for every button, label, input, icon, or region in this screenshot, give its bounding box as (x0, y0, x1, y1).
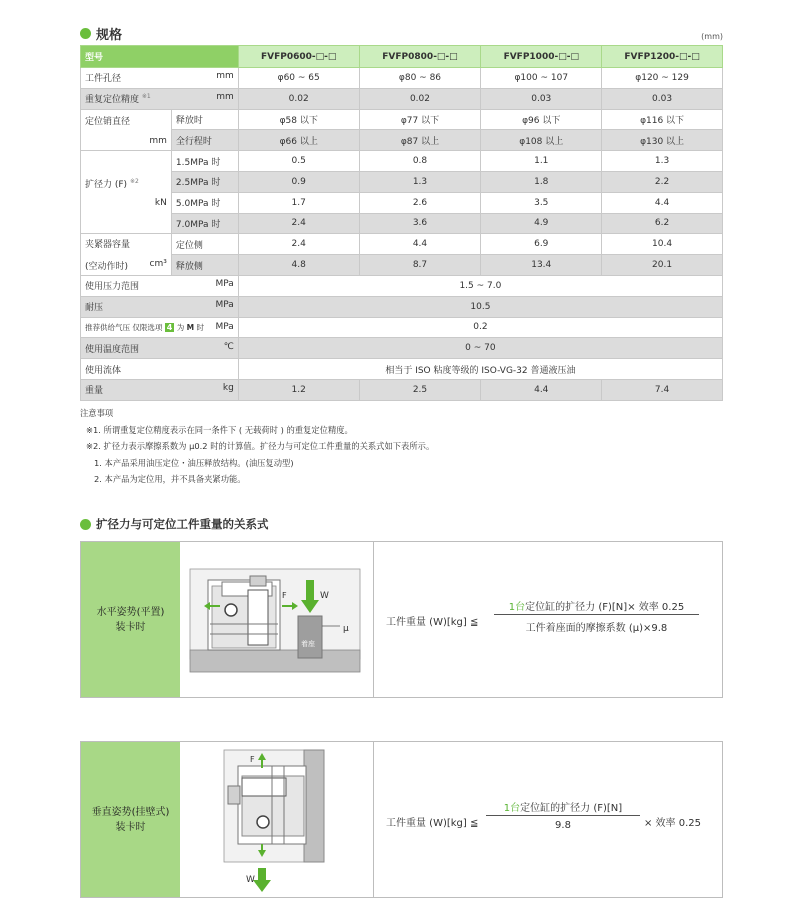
table-row: 重量 kg 1.2 2.5 4.4 7.4 (81, 379, 723, 400)
table-row: 耐压 MPa 10.5 (81, 296, 723, 317)
table-row: 2.5MPa 时 0.9 1.3 1.8 2.2 (81, 171, 723, 192)
table-row: 使用压力范围 MPa 1.5 ~ 7.0 (81, 275, 723, 296)
bullet-icon (80, 28, 91, 39)
table-row: 推荐供给气压 仅限选项 4 为 M 时 MPa 0.2 (81, 317, 723, 338)
notes (80, 405, 720, 488)
formula-lhs: 工件重量 (W)[kg] ≦ (386, 617, 479, 628)
formula-lhs: 工件重量 (W)[kg] ≦ (386, 818, 479, 829)
vertical-mount-box (80, 741, 723, 898)
note-item: ※2. 扩径力表示摩擦系数为 μ0.2 时的计算值。扩径力与可定位工件重量的关系式如下表所示。 (86, 441, 435, 451)
force-label: F (282, 591, 287, 600)
weight-label: W (320, 591, 329, 601)
note-item: 1. 本产品采用油压定位・油压释放结构。(油压复动型) (94, 457, 294, 468)
table-row: 全行程时 φ66 以上 φ87 以上 φ108 以上 φ130 以上 (81, 130, 723, 151)
horizontal-figure (180, 542, 374, 697)
vertical-formula: 工件重量 (W)[kg] ≦ 1台定位缸的扩径力 (F)[N] 9.8 × 效率 0.25 (386, 803, 702, 831)
relation-section-title: 扩径力与可定位工件重量的关系式 (80, 516, 269, 532)
table-row: 7.0MPa 时 2.4 3.6 4.9 6.2 (81, 213, 723, 234)
fraction-bar (494, 614, 699, 615)
force-label: F (250, 755, 255, 764)
spec-section-title: 规格 (80, 24, 122, 43)
weight-label: W (246, 875, 255, 885)
table-row: 重复定位精度 $^{※1}$ mm 0.02 0.02 0.03 0.03 (81, 88, 723, 109)
note-item: 2. 本产品为定位用，并不具备夹紧功能。 (94, 474, 246, 484)
table-header-row (81, 46, 723, 68)
horizontal-label: 水平姿势(平置) 装卡时 (81, 542, 180, 697)
model-header: FVFP1200-□-□ (602, 46, 723, 68)
note-item: ※1. 所谓重复定位精度表示在同一条件下 ( 无载荷时 ) 的重复定位精度。 (86, 424, 353, 435)
table-row: 扩径力 (F) $^{※2}$ kN 1.5MPa 时 0.5 0.8 1.1 1.3 (81, 151, 723, 172)
notes-title: 注意事项 (80, 408, 114, 418)
vertical-label: 垂直姿势(挂壁式) 装卡时 (81, 742, 180, 897)
fraction-bar (486, 815, 640, 816)
option-badge: 4 (166, 322, 173, 332)
mu-label: μ (343, 624, 349, 634)
seat-label: 着座 (301, 640, 315, 648)
vertical-diagram (180, 742, 374, 897)
formula-denominator: 工件着座面的摩擦系数 (μ)×9.8 (525, 623, 668, 634)
vertical-figure (180, 742, 374, 897)
horizontal-diagram (180, 542, 374, 697)
model-header: FVFP1000-□-□ (481, 46, 602, 68)
table-row: 5.0MPa 时 1.7 2.6 3.5 4.4 (81, 192, 723, 213)
bullet-icon (80, 519, 91, 530)
table-row: 夹紧器容量 (空动作时) cm³ 定位侧 2.4 4.4 6.9 10.4 (81, 234, 723, 255)
model-header: FVFP0800-□-□ (359, 46, 481, 68)
header-label: 型号 (81, 46, 239, 68)
horizontal-formula: 工件重量 (W)[kg] ≦ 1台定位缸的扩径力 (F)[N]× 效率 0.25 工件着座面的摩擦系数 (μ)×9.8 (374, 542, 722, 697)
spec-table (80, 45, 723, 401)
table-row: 使用温度范围 ℃ 0 ~ 70 (81, 338, 723, 359)
unit-label: (mm) (701, 32, 723, 41)
model-header: FVFP0600-□-□ (238, 46, 359, 68)
table-row: 工件孔径 mm φ60 ~ 65 φ80 ~ 86 φ100 ~ 107 φ120 ~ 129 (81, 68, 723, 89)
table-row: 释放侧 4.8 8.7 13.4 20.1 (81, 255, 723, 276)
horizontal-mount-box (80, 541, 723, 698)
formula-suffix: × 效率 0.25 (644, 818, 702, 829)
table-row: 使用流体 相当于 ISO 粘度等级的 ISO-VG-32 普通液压油 (81, 359, 723, 380)
formula-denominator: 9.8 (555, 820, 571, 831)
table-row: 定位销直径 mm 释放时 φ58 以下 φ77 以下 φ96 以下 φ116 以下 (81, 109, 723, 130)
